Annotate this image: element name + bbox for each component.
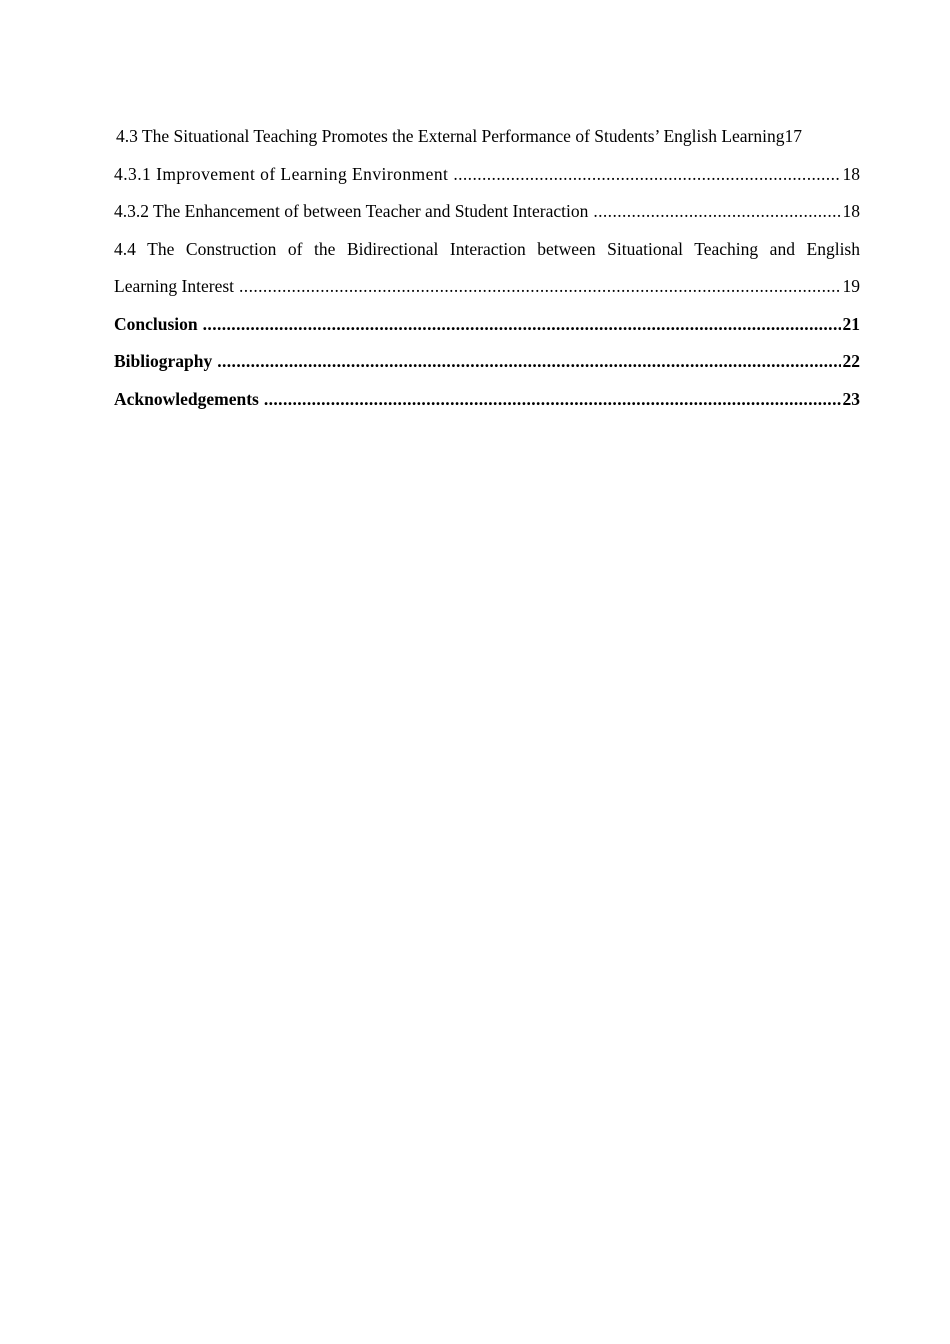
toc-entry-page: 19 (842, 276, 860, 296)
toc-entry-acknowledgements[interactable] (114, 381, 860, 419)
toc-entry-bibliography[interactable] (114, 343, 860, 381)
toc-entry-4-4[interactable] (114, 231, 860, 269)
toc-entry-4-3[interactable] (114, 118, 860, 156)
toc-entry-title: Acknowledgements (114, 388, 259, 409)
toc-leader-dots (217, 343, 840, 381)
toc-entry-title: 4.4 The Construction of the Bidirectional Interaction between Situational Teaching and English (114, 238, 860, 259)
toc-entry-title: 4.3.2 The Enhancement of between Teacher and Student Interaction (114, 201, 589, 221)
toc-entry-page: 17 (784, 126, 802, 146)
toc-entry-title: Conclusion (114, 313, 198, 334)
toc-entry-page: 23 (842, 388, 860, 409)
toc-entry-title: 4.3.1 Improvement of Learning Environment (114, 163, 449, 184)
toc-leader-dots (203, 306, 841, 344)
toc-leader-dots (264, 381, 841, 419)
toc-entry-page: 18 (842, 163, 860, 184)
toc-leader-dots (593, 193, 840, 231)
toc-entry-4-3-2[interactable] (114, 193, 860, 231)
toc-entry-conclusion[interactable] (114, 306, 860, 344)
toc-entry-4-4-continued[interactable] (114, 268, 860, 306)
toc-entry-title: 4.3 The Situational Teaching Promotes the External Performance of Students’ English Learning (116, 126, 785, 146)
table-of-contents (114, 118, 860, 418)
toc-leader-dots (239, 268, 840, 306)
toc-leader-dots (453, 156, 840, 194)
toc-entry-title: Learning Interest (114, 276, 235, 296)
toc-entry-page: 21 (842, 313, 860, 334)
toc-entry-page: 22 (842, 351, 860, 371)
toc-entry-title: Bibliography (114, 351, 213, 371)
toc-entry-4-3-1[interactable] (114, 156, 860, 194)
toc-entry-page: 18 (842, 201, 860, 221)
